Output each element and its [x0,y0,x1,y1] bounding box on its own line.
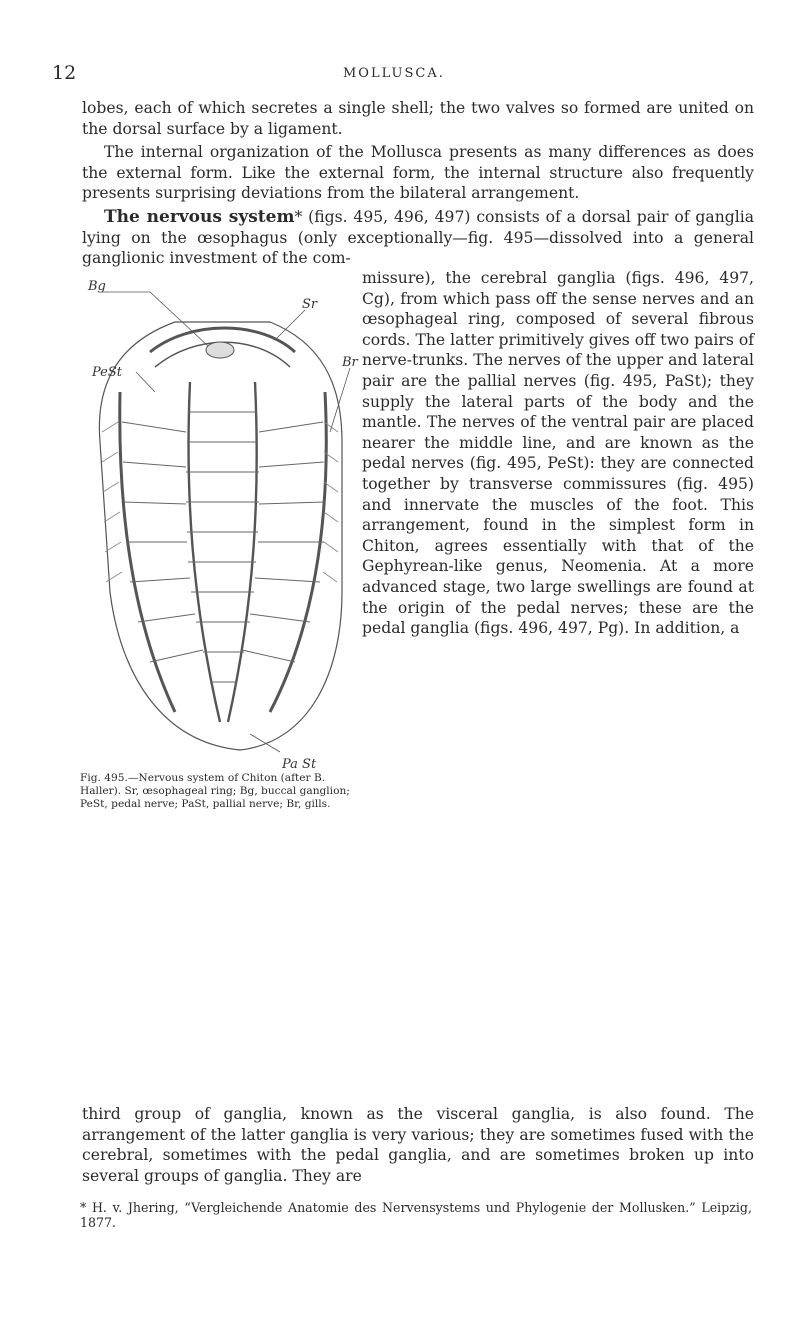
label-sr: Sr [302,297,318,312]
label-pest: PeSt [92,365,122,380]
paragraph-1-text: lobes, each of which secretes a single shell; the two valves so formed are united on the dorsal surface by a ligament. [82,99,754,138]
paragraph-3-tail [82,1104,754,1186]
label-bg: Bg [88,279,106,294]
paragraph-3-rest: * (figs. 495, 496, 497) consists of a dorsal pair of ganglia lying on the œsophagus (only exceptionally—fig. 495—dissolved into a general ganglionic investment of the com- [82,208,754,268]
figure-caption: Fig. 495.—Nervous system of Chiton (after B. Haller). Sr, œsophageal ring; Bg, buccal ganglion; PeSt, pedal nerve; PaSt, pallial nerve; Br, gills. [80,772,350,810]
chiton-nervous-system-figure [80,272,360,772]
label-br: Br [342,355,358,370]
footnote: * H. v. Jhering, “Vergleichende Anatomie des Nervensystems und Phylogenie der Mollusken.” Leipzig, 1877. [80,1200,752,1230]
page-number: 12 [52,62,77,84]
term-nervous-system: The nervous system [104,207,295,227]
paragraph-1 [82,98,754,139]
running-head: MOLLUSCA. [343,66,445,81]
label-past: Pa St [282,757,317,772]
paragraph-2-text: The internal organization of the Mollusca presents as many differences as does the external form. Like the external form, the internal structure also frequently presents surprising deviations from the bilateral arrangement. [82,143,754,203]
paragraph-3-opening [82,207,754,269]
paragraph-3-column-text: missure), the cerebral ganglia (figs. 496, 497, Cg), from which pass off the sense nerves and an œsophageal ring, composed of several fibrous cords. The latter primitively gives off two pairs of nerve-trunks. The nerves of the upper and lateral pair are the pallial nerves (fig. 495, PaSt); they supply the lateral parts of the body and the mantle. The nerves of the ventral pair are placed nearer the middle line, and are known as the pedal nerves (fig. 495, PeSt): they are connected together by transverse commissures (fig. 495) and innervate the muscles of the foot. This arrangement, found in the simplest form in Chiton, agrees essentially with that of the Gephyrean-like genus, Neomenia. At a more advanced stage, two large swellings are found at the origin of the pedal nerves; these are the pedal ganglia (figs. 496, 497, Pg). In addition, a [362,269,754,638]
paragraph-3-top [82,207,754,269]
paragraph-3-column [362,268,754,639]
paragraph-3-tail-text: third group of ganglia, known as the visceral ganglia, is also found. The arrangement of the latter ganglia is very various; they are sometimes fused with the cerebral, sometimes with the pedal ganglia, and are sometimes broken up into several groups of ganglia. They are [82,1105,754,1185]
paragraph-2 [82,142,754,204]
